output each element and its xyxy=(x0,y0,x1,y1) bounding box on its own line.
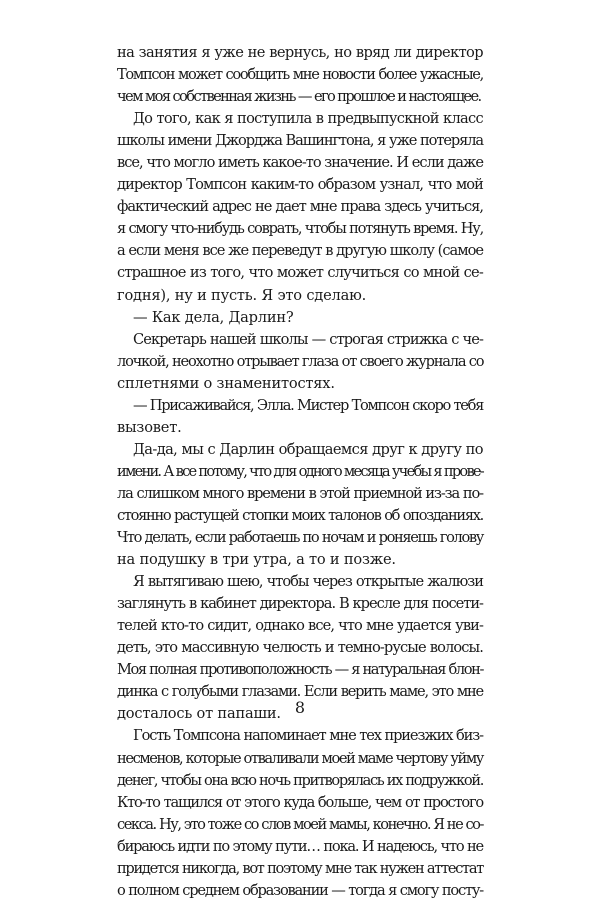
text-line: Секретарь нашей школы — строгая стрижка с че- xyxy=(133,330,483,348)
text-line: телей кто-то сидит, однако все, что мне удается уви- xyxy=(117,617,483,635)
text-line: директор Томпсон каким-то образом узнал, что мой xyxy=(117,176,483,194)
text-line: придется никогда, вот поэтому мне так нужен аттестат xyxy=(117,859,483,877)
text-line: все, что могло иметь какое-то значение. И если даже xyxy=(117,154,483,172)
text-line: а если меня все же переведут в другую школу (самое xyxy=(117,242,483,260)
text-line: лочкой, неохотно отрывает глаза от своего журнала со xyxy=(117,352,484,370)
paragraph xyxy=(117,108,483,306)
paragraph xyxy=(117,307,483,329)
paragraph xyxy=(117,725,483,901)
text-line: на подушку в три утра, а то и позже. xyxy=(117,551,396,569)
text-line: чем моя собственная жизнь — его прошлое и настоящее. xyxy=(117,88,481,106)
text-line: несменов, которые отваливали моей маме чертову уйму xyxy=(117,749,483,767)
text-line: секса. Ну, это тоже со слов моей мамы, конечно. Я не со- xyxy=(117,815,483,833)
text-line: стоянно растущей стопки моих талонов об опозданиях. xyxy=(117,506,483,524)
text-line: Кто-то тащился от этого куда больше, чем от простого xyxy=(117,793,483,811)
text-line: имени. А все потому, что для одного месяца учебы я прове- xyxy=(117,462,483,480)
text-line: — Как дела, Дарлин? xyxy=(133,308,294,326)
text-line: годня), ну и пусть. Я это сделаю. xyxy=(117,286,367,304)
text-line: Я вытягиваю шею, чтобы через открытые жалюзи xyxy=(133,573,483,591)
page-number: 8 xyxy=(294,698,306,717)
text-line: Гость Томпсона напоминает мне тех приезжих биз- xyxy=(133,727,483,745)
text-line: страшное из того, что может случиться со мной се- xyxy=(117,264,483,282)
text-line: динка с голубыми глазами. Если верить маме, это мне xyxy=(117,683,483,701)
text-line: на занятия я уже не вернусь, но вряд ли директор xyxy=(117,44,483,61)
text-line: Что делать, если работаешь по ночам и роняешь голову xyxy=(117,529,483,547)
text-line: вызовет. xyxy=(117,418,182,436)
paragraph xyxy=(117,395,483,439)
text-line: школы имени Джорджа Вашингтона, я уже потеряла xyxy=(117,132,483,150)
text-line: Моя полная противоположность — я натуральная блон- xyxy=(117,661,483,679)
text-line: деть, это массивную челюсть и темно-русые волосы. xyxy=(117,639,483,657)
paragraph xyxy=(117,439,483,571)
text-line: ла слишком много времени в этой приемной из-за по- xyxy=(117,484,483,502)
text-line: заглянуть в кабинет директора. В кресле для посети- xyxy=(117,595,483,613)
text-line: о полном среднем образовании — тогда я смогу посту- xyxy=(117,881,483,899)
text-line: досталось от папаши. xyxy=(117,705,281,723)
text-line: я смогу что-нибудь соврать, чтобы потянуть время. Ну, xyxy=(117,220,484,238)
text-line: бираюсь идти по этому пути… пока. И надеюсь, что не xyxy=(117,837,483,855)
text-line: — Присаживайся, Элла. Мистер Томпсон скоро тебя xyxy=(133,396,483,414)
paragraph xyxy=(117,42,483,108)
text-line: сплетнями о знаменитостях. xyxy=(117,374,335,392)
text-line: До того, как я поступила в предвыпускной класс xyxy=(133,110,483,128)
text-line: Томпсон может сообщить мне новости более ужасные, xyxy=(117,66,483,84)
body-text xyxy=(117,42,483,902)
paragraph xyxy=(117,329,483,395)
text-line: фактический адрес не дает мне права здесь учиться, xyxy=(117,198,483,216)
text-line: денег, чтобы она всю ночь притворялась их подружкой. xyxy=(117,771,483,789)
text-line: Да-да, мы с Дарлин обращаемся друг к другу по xyxy=(133,440,483,458)
